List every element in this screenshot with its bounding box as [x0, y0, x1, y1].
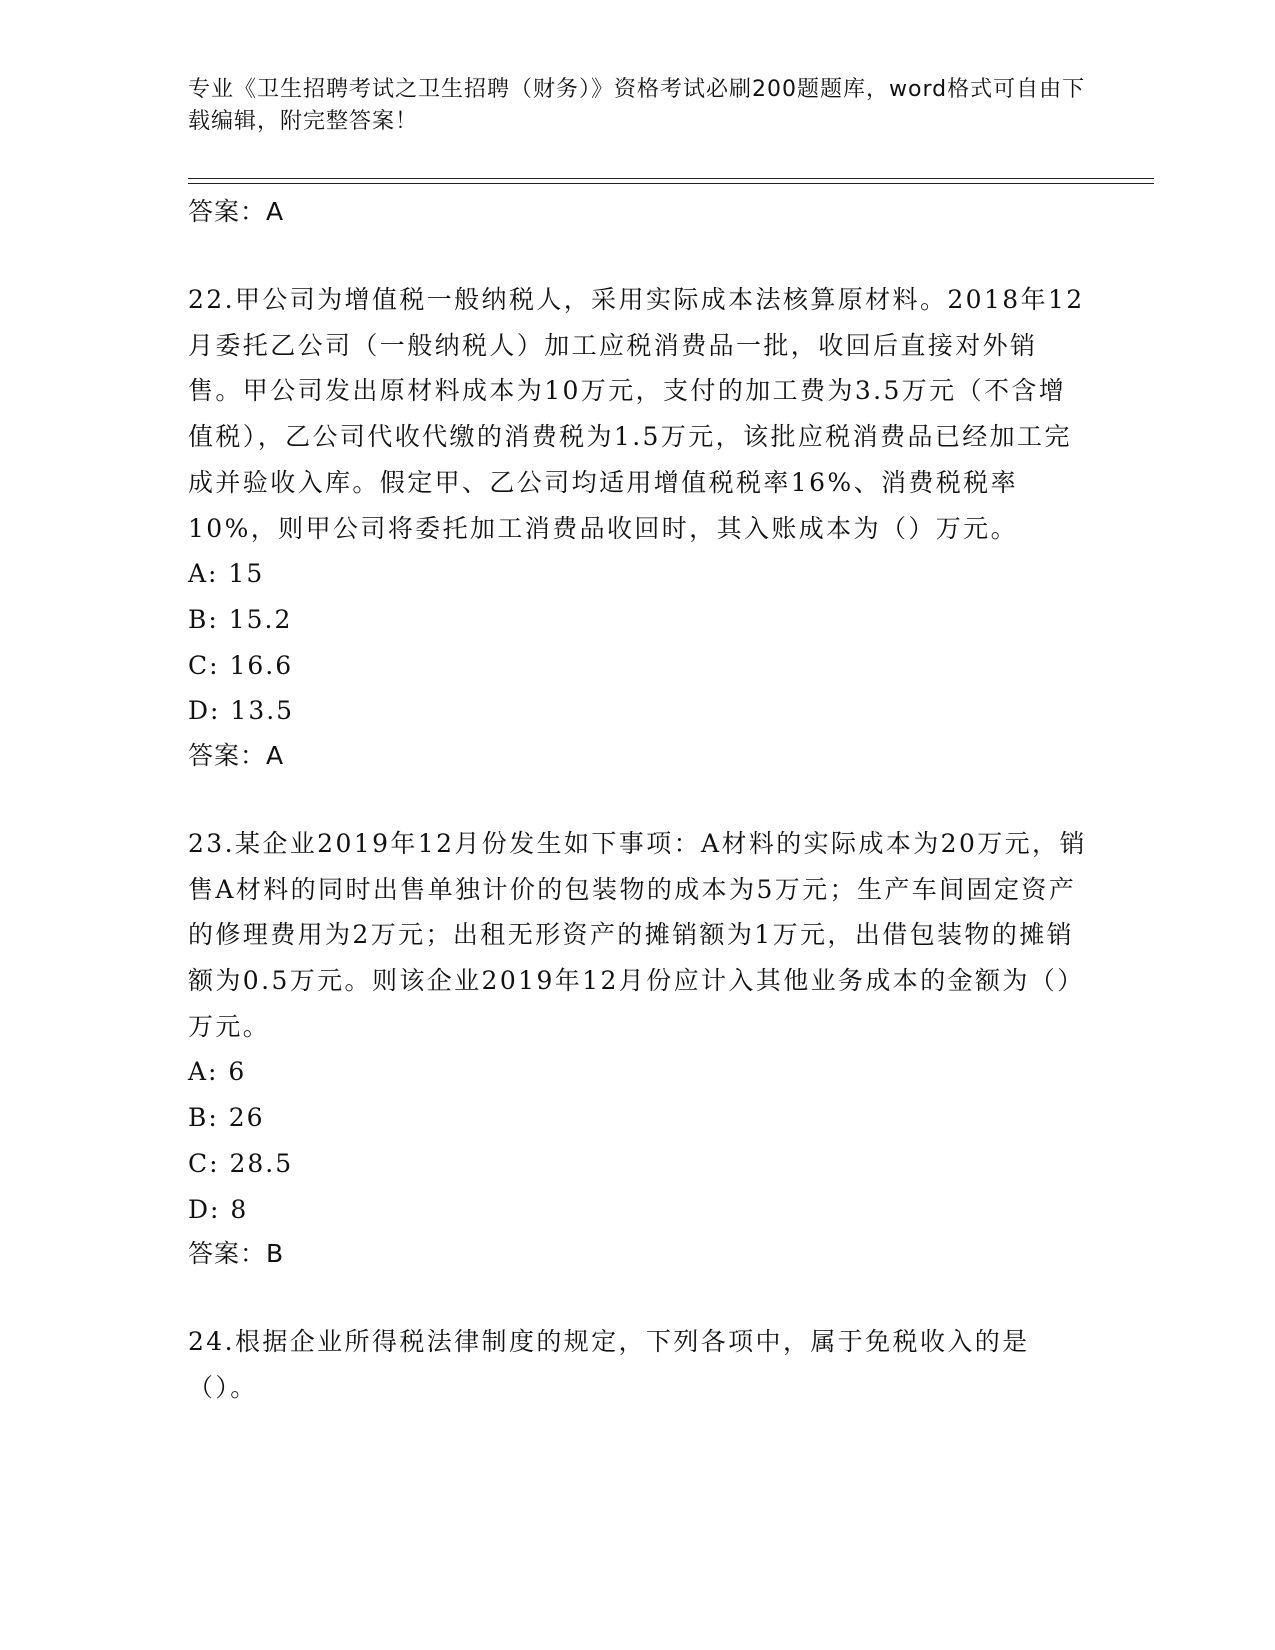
spacer [188, 778, 1088, 821]
header-rule-top [188, 178, 1154, 179]
question-block [188, 821, 1088, 1276]
option-a: A: 6 [188, 1057, 247, 1087]
answer-line: 答案：A [188, 740, 285, 770]
option-b: B: 15.2 [188, 604, 293, 634]
option-d: D: 13.5 [188, 696, 295, 726]
question-text: 24.根据企业所得税法律制度的规定，下列各项中，属于免税收入的是（）。 [188, 1327, 1030, 1402]
spacer [188, 234, 1088, 277]
answer-line: 答案：B [188, 1239, 285, 1269]
question-block [188, 277, 1088, 778]
question-text: 23.某企业2019年12月份发生如下事项：A材料的实际成本为20万元，销售A材料的同时出售单独计价的包装物的成本为5万元；生产车间固定资产的修理费用为2万元；出租无形资产的摊销额为1万元，出借包装物的摊销额为0.5万元。则该企业2019年12月份应计入其他业务成本的金额为（）万元。 [188, 828, 1087, 1041]
question-text: 22.甲公司为增值税一般纳税人，采用实际成本法核算原材料。2018年12月委托乙公司（一般纳税人）加工应税消费品一批，收回后直接对外销售。甲公司发出原材料成本为10万元，支付的加工费为3.5万元（不含增值税），乙公司代收代缴的消费税为1.5万元，该批应税消费品已经加工完成并验收入库。假定甲、乙公司均适用增值税税率16%、消费税税率10%，则甲公司将委托加工消费品收回时，其入账成本为（）万元。 [188, 285, 1085, 543]
question-block [188, 1319, 1088, 1410]
document-body [188, 190, 1088, 1411]
option-a: A: 15 [188, 559, 265, 589]
spacer [188, 1276, 1088, 1319]
option-c: C: 28.5 [188, 1148, 294, 1178]
option-b: B: 26 [188, 1103, 265, 1133]
answer-line: 答案：A [188, 197, 285, 226]
page-header: 专业《卫生招聘考试之卫生招聘（财务）》资格考试必刷200题题库，word格式可自由下载编辑，附完整答案！ [188, 77, 1086, 134]
header-rule-bottom [188, 183, 1154, 184]
option-d: D: 8 [188, 1194, 249, 1224]
option-c: C: 16.6 [188, 650, 294, 680]
